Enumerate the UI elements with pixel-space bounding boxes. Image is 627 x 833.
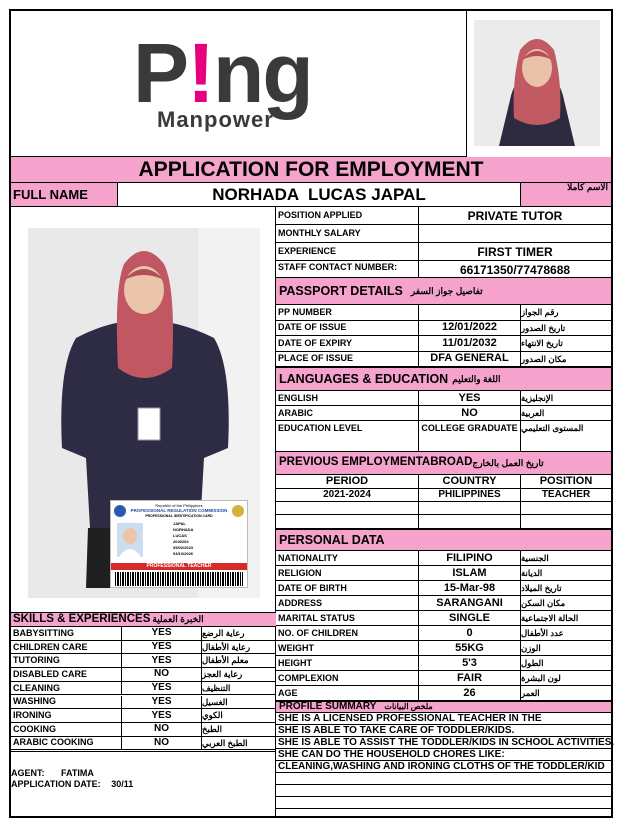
summary-row (276, 761, 611, 773)
application-date-value: 30/11 (111, 779, 134, 789)
id-barcode (115, 572, 243, 586)
summary-header-text: PROFILE SUMMARY (279, 701, 377, 712)
languages-header-text: LANGUAGES & EDUCATION (279, 372, 449, 386)
employment-col-header: POSITION (539, 475, 593, 487)
personal-arabic: عدد الأطفال (521, 627, 564, 638)
position-section (276, 207, 611, 277)
personal-row (276, 611, 611, 626)
personal-label: ADDRESS (278, 597, 323, 608)
passport-section (276, 305, 611, 367)
skill-row (11, 682, 276, 696)
skill-label: ARABIC COOKING (13, 737, 94, 748)
employment-row (276, 502, 611, 515)
skill-row (11, 668, 276, 682)
personal-header-text: PERSONAL DATA (279, 533, 385, 547)
personal-label: NATIONALITY (278, 552, 338, 563)
passport-arabic: تاريخ الانتهاء (521, 338, 563, 348)
passport-header (276, 277, 611, 305)
skill-row (11, 641, 276, 655)
passport-row (276, 321, 611, 337)
skill-arabic: رعاية الأطفال (202, 641, 251, 652)
languages-section (276, 391, 611, 451)
personal-value: 26 (463, 686, 476, 699)
employment-cell (521, 515, 611, 528)
application-date-label: APPLICATION DATE: (11, 779, 101, 789)
employment-header-arabic: تاريخ العمل بالخارج (472, 457, 544, 468)
passport-label: PP NUMBER (278, 306, 332, 317)
passport-label: DATE OF EXPIRY (278, 337, 353, 348)
summary-line: CLEANING,WASHING AND IRONING CLOTHS OF THE TODDLER/KID (278, 760, 605, 772)
passport-value: 12/01/2022 (441, 321, 498, 334)
id-profession: PROFESSIONAL TEACHER (146, 563, 212, 569)
passport-value: 11/01/2032 (442, 336, 497, 349)
personal-arabic: مكان السكن (521, 597, 566, 608)
employment-col-header: PERIOD (325, 475, 369, 487)
language-arabic: المستوى التعليمي (521, 423, 584, 433)
employment-cell (521, 502, 611, 514)
summary-row (276, 797, 611, 809)
passport-label: DATE OF ISSUE (278, 322, 347, 333)
skill-value: NO (154, 723, 169, 735)
passport-arabic: مكان الصدور (521, 353, 567, 364)
employment-header-text: PREVIOUS EMPLOYMENTABROAD (279, 456, 473, 469)
contact-label: STAFF CONTACT NUMBER: (278, 262, 398, 272)
passport-header-arabic: تفاصيل جواز السفر (410, 285, 483, 296)
id-valid: 03/10/2026 (173, 551, 194, 556)
skill-row (11, 709, 276, 723)
logo-p: P (133, 26, 188, 120)
personal-arabic: الطول (521, 657, 544, 668)
skill-arabic: الغسيل (202, 696, 228, 707)
skill-label: DISABLED CARE (13, 668, 88, 679)
summary-line: SHE CAN DO THE HOUSEHOLD CHORES LIKE: (278, 748, 505, 760)
form-title: APPLICATION FOR EMPLOYMENT (138, 157, 484, 181)
summary-row (276, 725, 611, 737)
employment-cell (419, 502, 520, 514)
salary-value (419, 225, 611, 242)
employment-cell (419, 515, 520, 528)
summary-row (276, 736, 615, 749)
summary-line: SHE IS ABLE TO ASSIST THE TODDLER/KIDS IN SCHOOL ACTIVITIES. (278, 736, 615, 748)
personal-arabic: لون البشرة (521, 672, 561, 683)
id-subtitle: PROFESSIONAL IDENTIFICATION CARD (145, 514, 213, 518)
personal-value: ISLAM (452, 566, 487, 579)
employment-cell: TEACHER (541, 489, 591, 500)
employment-row (276, 489, 611, 502)
fullname-value-cell (118, 183, 520, 206)
skill-row (11, 627, 276, 641)
skill-row (11, 737, 276, 751)
employment-cell: PHILIPPINES (438, 489, 501, 500)
personal-value: SARANGANI (436, 596, 503, 609)
personal-label: WEIGHT (278, 642, 314, 653)
skill-arabic: الكوي (202, 710, 223, 721)
languages-header (276, 367, 611, 391)
id-photo (117, 523, 143, 557)
language-row (276, 406, 611, 421)
language-label: EDUCATION LEVEL (278, 423, 363, 433)
summary-header-arabic: ملخص البيانات (384, 702, 433, 711)
skill-value: NO (154, 736, 169, 748)
personal-row (276, 686, 611, 701)
skill-label: WASHING (13, 696, 57, 707)
passport-label: PLACE OF ISSUE (278, 353, 354, 364)
professional-id-card (110, 500, 248, 588)
skill-label: COOKING (13, 723, 57, 734)
personal-label: HEIGHT (278, 657, 313, 668)
skill-value: YES (151, 709, 172, 721)
fullname-arabic-cell (520, 183, 611, 206)
language-value: YES (458, 391, 481, 404)
personal-arabic: الحالة الاجتماعية (521, 612, 579, 623)
personal-arabic: الجنسية (521, 552, 549, 563)
languages-header-arabic: اللغة والتعليم (452, 373, 501, 384)
personal-row (276, 551, 611, 566)
agent-label: AGENT: (11, 768, 45, 778)
salary-label: MONTHLY SALARY (278, 228, 361, 238)
personal-value: FAIR (456, 671, 483, 684)
summary-line: SHE IS A LICENSED PROFESSIONAL TEACHER IN THE (278, 712, 542, 724)
personal-value: 0 (466, 626, 473, 639)
position-label: POSITION APPLIED (278, 210, 363, 220)
personal-row (276, 656, 611, 671)
summary-section (276, 712, 615, 817)
application-date-line (11, 780, 133, 789)
personal-header (276, 529, 611, 551)
employment-cell (276, 515, 418, 528)
agent-value: FATIMA (61, 768, 94, 778)
personal-arabic: تاريخ الميلاد (521, 582, 562, 593)
agent-line (11, 769, 94, 778)
skills-header-text: SKILLS & EXPERIENCES (13, 612, 151, 625)
id-regno: 2040204 (173, 539, 189, 544)
skill-row (11, 696, 276, 710)
fullname-arabic: الاسم كاملا (567, 182, 608, 192)
employment-cell: 2021-2024 (323, 489, 371, 500)
personal-row (276, 596, 611, 611)
personal-arabic: العمر (521, 687, 540, 698)
skills-section (11, 627, 276, 751)
passport-arabic: تاريخ الصدور (521, 322, 566, 333)
employment-row (276, 515, 611, 529)
personal-value: 55KG (455, 641, 484, 654)
summary-row (276, 773, 611, 785)
skill-label: CHILDREN CARE (13, 641, 88, 652)
language-arabic: الإنجليزية (521, 392, 554, 403)
language-label: ARABIC (278, 407, 313, 418)
summary-line: SHE IS ABLE TO TAKE CARE OF TODDLER/KIDS. (278, 724, 515, 736)
form-title-bar (11, 157, 611, 183)
language-value: NO (461, 406, 478, 419)
id-middle: LUCAS (173, 533, 187, 538)
salary-row (276, 225, 611, 243)
skill-label: CLEANING (13, 682, 60, 693)
language-arabic: العربية (521, 407, 545, 418)
id-republic: Republic of the Philippines (155, 503, 203, 508)
fullname-label: FULL NAME (13, 187, 88, 202)
personal-row (276, 626, 611, 641)
employment-header (276, 451, 611, 475)
logo-exclaim: ! (187, 26, 214, 120)
skill-value: NO (154, 668, 169, 680)
language-value: COLLEGE GRADUATE (421, 423, 518, 433)
personal-label: AGE (278, 687, 298, 698)
skills-header (11, 612, 276, 627)
personal-arabic: الوزن (521, 642, 541, 653)
skill-arabic: رعاية العجز (202, 669, 243, 680)
language-row (276, 391, 611, 406)
skill-arabic: التنظيف (202, 682, 231, 693)
language-row (276, 421, 611, 451)
personal-value: 15-Mar-98 (443, 581, 496, 594)
personal-section (276, 551, 611, 701)
fullname-value: NORHADA LUCAS JAPAL (212, 184, 426, 204)
skill-row (11, 723, 276, 737)
personal-arabic: الديانة (521, 567, 543, 578)
skill-value: YES (151, 682, 172, 694)
passport-arabic: رقم الجواز (521, 307, 559, 317)
passport-value: DFA GENERAL (430, 352, 509, 365)
experience-label: EXPERIENCE (278, 246, 337, 256)
agent-block (11, 751, 275, 817)
personal-label: NO. OF CHILDREN (278, 627, 358, 638)
summary-header (276, 701, 611, 713)
summary-row (276, 785, 611, 797)
language-label: ENGLISH (278, 392, 319, 403)
personal-label: MARITAL STATUS (278, 612, 355, 623)
skill-row (11, 654, 276, 668)
personal-value: 5'3 (462, 656, 477, 669)
employment-cell (276, 502, 418, 514)
position-value: PRIVATE TUTOR (467, 208, 563, 223)
passport-row (276, 305, 611, 321)
id-regdate: 05/02/2023 (173, 545, 194, 550)
personal-label: DATE OF BIRTH (278, 582, 347, 593)
personal-row (276, 566, 611, 581)
personal-row (276, 671, 611, 686)
logo-ng: ng (213, 26, 312, 120)
id-last: JAPAL (173, 521, 186, 526)
contact-value: 66171350/77478688 (459, 263, 571, 277)
fullname-label-cell (11, 183, 118, 206)
employment-header-row (276, 475, 611, 489)
passport-value (419, 305, 520, 320)
skill-value: YES (151, 654, 172, 666)
skill-value: YES (151, 641, 172, 653)
passport-row (276, 336, 611, 352)
experience-value: FIRST TIMER (477, 244, 553, 259)
logo (11, 11, 467, 157)
personal-label: RELIGION (278, 567, 322, 578)
fullname-row (11, 183, 611, 207)
applicant-photo-small (474, 20, 600, 146)
employment-table (276, 475, 611, 529)
id-profession-bar (111, 563, 247, 570)
skill-arabic: رعاية الرضع (202, 628, 245, 639)
skills-header-arabic: الخبرة العملية (152, 614, 204, 624)
skill-label: IRONING (13, 710, 52, 721)
skill-label: BABYSITTING (13, 627, 75, 638)
summary-row (276, 749, 611, 761)
skill-value: YES (151, 627, 172, 639)
skill-arabic: الطبخ (202, 723, 222, 734)
personal-value: FILIPINO (446, 551, 493, 564)
personal-row (276, 581, 611, 596)
personal-label: COMPLEXION (278, 672, 339, 683)
id-first: NORHADA (173, 527, 194, 532)
employment-col-header: COUNTRY (442, 475, 497, 487)
skill-value: YES (151, 695, 172, 707)
passport-header-text: PASSPORT DETAILS (279, 284, 403, 298)
position-row (276, 207, 611, 225)
experience-row (276, 243, 611, 261)
passport-row (276, 352, 611, 368)
skill-label: TUTORING (13, 655, 60, 666)
personal-value: SINGLE (449, 611, 490, 624)
personal-row (276, 641, 611, 656)
summary-row (276, 713, 611, 725)
skill-arabic: معلم الأطفال (202, 655, 249, 666)
logo-subtitle: Manpower (157, 107, 274, 132)
skill-arabic: الطبخ العربي (202, 737, 248, 748)
id-commission: PROFESSIONAL REGULATION COMMISSION (130, 508, 228, 513)
